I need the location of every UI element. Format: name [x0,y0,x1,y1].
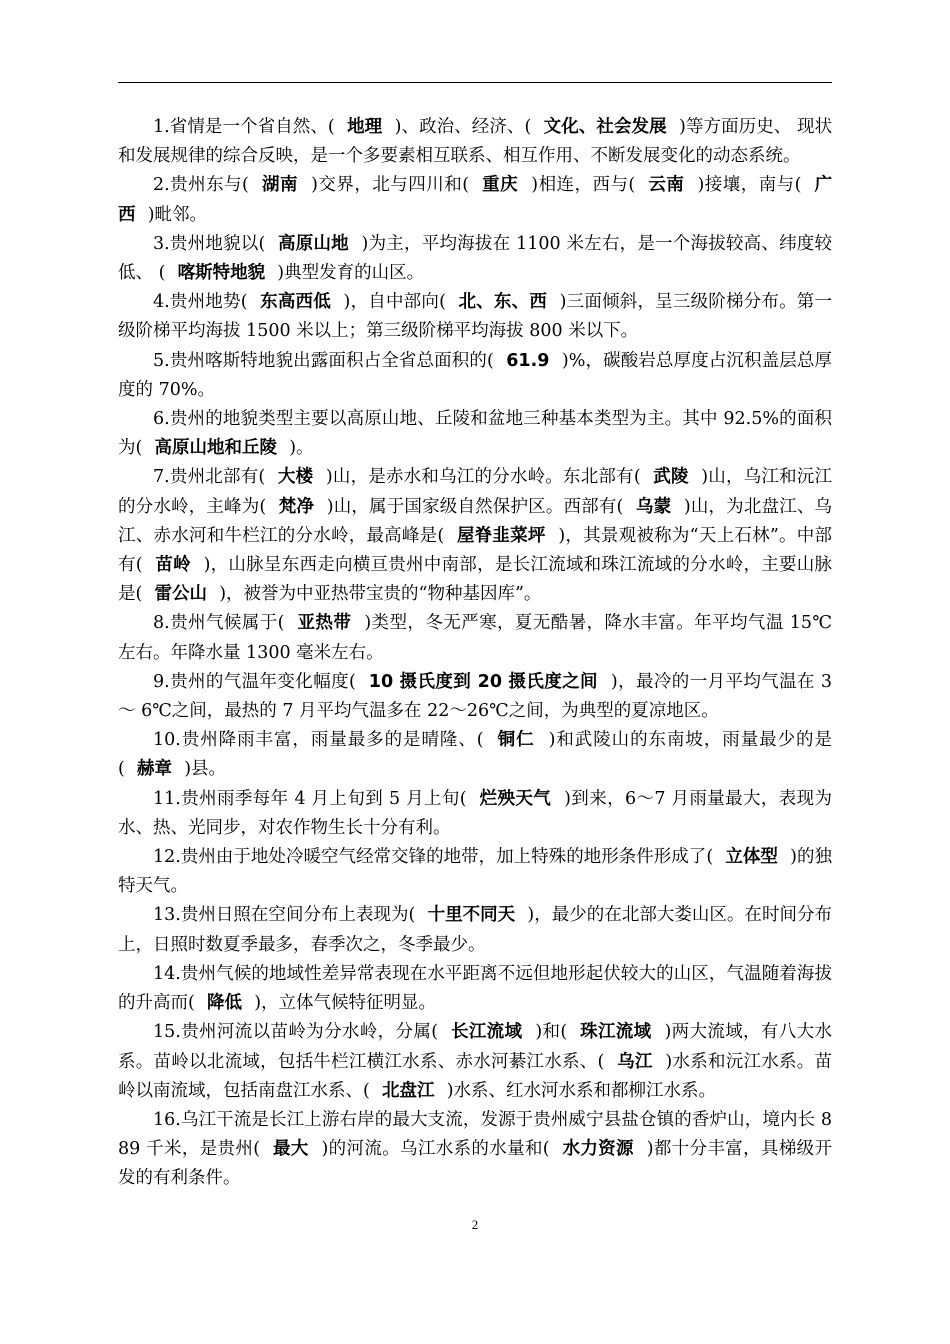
question-text: )水系和沅江水系。苗岭以南流域，包括南盘江水系、( [118,1051,833,1101]
answer-text: 文化、社会发展 [543,117,667,137]
question-text: )，山脉呈东西走向横亘贵州中南部，是长江流域和珠江流域的分水岭，主要山脉是( [118,555,833,605]
answer-text: 苗岭 [155,555,191,576]
answer-text: 云南 [648,175,685,196]
answer-text: 广西 [118,175,833,225]
answer-text: 大楼 [277,467,314,488]
question-text: )山，乌江和沅江的分水岭，主峰为( [118,467,832,517]
question-text: 1.省情是一个省自然、( [153,117,335,137]
answer-text: 梵净 [278,496,315,517]
question-paragraph [118,843,832,901]
question-text: 9.贵州的气温年变化幅度( [153,671,356,692]
answer-text: 北、东、西 [458,292,548,313]
answer-text: 东高西低 [260,292,331,313]
question-text: )水系、红水河水系和都柳江水系。 [446,1080,717,1101]
header-rule [118,82,832,83]
answer-text: 立体型 [725,847,778,868]
question-text: )，最冷的一月平均气温在 3～ 6℃之间，最热的 7 月平均气温多在 22～26℃之间，为典型的夏凉地区。 [118,671,833,722]
question-text: )交界，北与四川和( [311,175,470,196]
question-text: )山，属于国家级自然保护区。西部有( [326,496,624,517]
answer-text: 湖南 [262,175,298,196]
answer-text: 最大 [272,1139,309,1160]
answer-text: 屋脊韭菜坪 [456,525,546,546]
answer-text: 地理 [347,117,383,137]
question-text: )典型发育的山区。 [277,263,425,284]
question-text: 14.贵州气候的地域性差异常表现在水平距离不远但地形起伏较大的山区，气温随着海拔的升高而( [118,963,832,1014]
question-paragraph [118,171,832,229]
question-paragraph [118,726,832,784]
answer-text: 61.9 [506,350,550,371]
question-paragraph [118,113,832,171]
question-text: )%，碳酸岩总厚度占沉积盖层总厚度的 70%。 [118,350,833,400]
answer-text: 10 摄氏度到 20 摄氏度之间 [368,671,598,692]
question-paragraph [118,1106,832,1194]
answer-text: 北盘江 [382,1080,435,1101]
question-text: 16.乌江干流是长江上游右岸的最大支流，发源于贵州威宁县盐仓镇的香炉山，境内长 889 千米，是贵州( [118,1109,832,1160]
answer-text: 珠江流域 [580,1022,652,1043]
question-text: )相连，西与( [531,175,636,196]
question-paragraph [118,668,832,726]
question-text: 4.贵州地势( [153,292,248,313]
answer-text: 雷公山 [154,584,208,605]
question-paragraph [118,347,832,405]
question-text: 12.贵州由于地处冷暖空气经常交锋的地带，加上特殊的地形条件形成了( [153,847,714,868]
question-text: )到来，6～7 月雨量最大，表现为水、热、光同步，对农作物生长十分有利。 [118,788,833,838]
question-text: )，自中部向( [343,292,446,313]
question-text: )，其景观被称为“天上石林”。中部有( [118,525,833,576]
question-text: 2.贵州东与( [153,175,249,196]
question-text: )为主，平均海拔在 1100 米左右，是一个海拔较高、纬度较低、 ( [118,233,833,284]
question-text: 13.贵州日照在空间分布上表现为( [153,905,416,926]
answer-text: 亚热带 [297,613,352,634]
question-text: 8.贵州气候属于( [153,613,285,634]
question-text: )，最少的在北部大娄山区。在时间分布上，日照时数夏季最多，春季次之，冬季最少。 [118,905,832,955]
question-text: )、政治、经济、( [394,117,532,137]
question-paragraph [118,230,832,288]
answer-text: 喀斯特地貌 [177,263,266,284]
answer-text: 铜仁 [497,730,535,751]
question-text: )的河流。乌江水系的水量和( [321,1139,550,1160]
question-text: 11.贵州雨季每年 4 月上旬到 5 月上旬( [153,788,467,809]
answer-text: 高原山地 [278,233,349,254]
question-text: )，被誉为中亚热带宝贵的“物种基因库”。 [219,584,542,605]
question-paragraph [118,1018,832,1106]
question-text: )的独特天气。 [118,847,833,897]
question-text: 15.贵州河流以苗岭为分水岭，分属( [153,1022,439,1043]
document-body [118,113,832,1194]
question-text: )山，为北盘江、乌江、赤水河和牛栏江的分水岭，最高峰是( [118,496,833,546]
question-text: )县。 [184,759,227,780]
answer-text: 赫章 [137,759,173,780]
question-text: )和武陵山的东南坡，雨量最少的是( [118,730,832,780]
question-text: )类型，冬无严寒，夏无酷暑，降水丰富。年平均气温 15℃左右。年降水量 1300 毫米左右。 [118,613,833,663]
answer-text: 十里不同天 [427,905,516,926]
question-text: )，立体气候特征明显。 [254,993,437,1014]
question-paragraph [118,960,832,1018]
question-text: 10.贵州降雨丰富，雨量最多的是晴隆、( [153,730,484,751]
answer-text: 水力资源 [562,1139,634,1160]
page-number: 2 [471,1217,479,1232]
question-paragraph [118,901,832,959]
question-paragraph [118,288,832,346]
question-text: 5.贵州喀斯特地貌出露面积占全省总面积的( [153,350,494,371]
answer-text: 武陵 [653,467,689,488]
question-text: )和( [535,1022,568,1043]
question-paragraph [118,785,832,843]
question-text: 6.贵州的地貌类型主要以高原山地、丘陵和盆地三种基本类型为主。其中 92.5%的面积为( [118,409,832,459]
question-text: )两大流域，有八大水系。苗岭以北流域，包括牛栏江横江水系、赤水河綦江水系、( [118,1022,832,1072]
answer-text: 烂殃天气 [479,788,552,809]
answer-text: 重庆 [482,175,519,196]
answer-text: 高原山地和丘陵 [154,438,278,459]
answer-text: 降低 [207,993,243,1014]
question-text: )三面倾斜，呈三级阶梯分布。第一级阶梯平均海拔 1500 米以上；第三级阶梯平均海拔 800 米以下。 [118,292,832,342]
answer-text: 乌蒙 [635,496,672,517]
answer-text: 长江流域 [450,1022,523,1043]
question-text: )山，是赤水和乌江的分水岭。东北部有( [325,467,641,488]
question-text: )接壤，南与( [697,175,802,196]
question-text: )毗邻。 [147,204,208,225]
question-text: )等方面历史、 现状和发展规律的综合反映，是一个多要素相互联系、相互作用、不断发展变化的动态系统。 [118,117,833,167]
question-text: )都十分丰富，具梯级开发的有利条件。 [118,1139,833,1189]
question-text: )。 [289,438,314,459]
question-text: 3.贵州地貌以( [153,233,266,254]
question-paragraph [118,405,832,463]
question-paragraph [118,463,832,609]
question-text: 7.贵州北部有( [153,467,266,488]
question-paragraph [118,609,832,667]
answer-text: 乌江 [617,1051,653,1072]
